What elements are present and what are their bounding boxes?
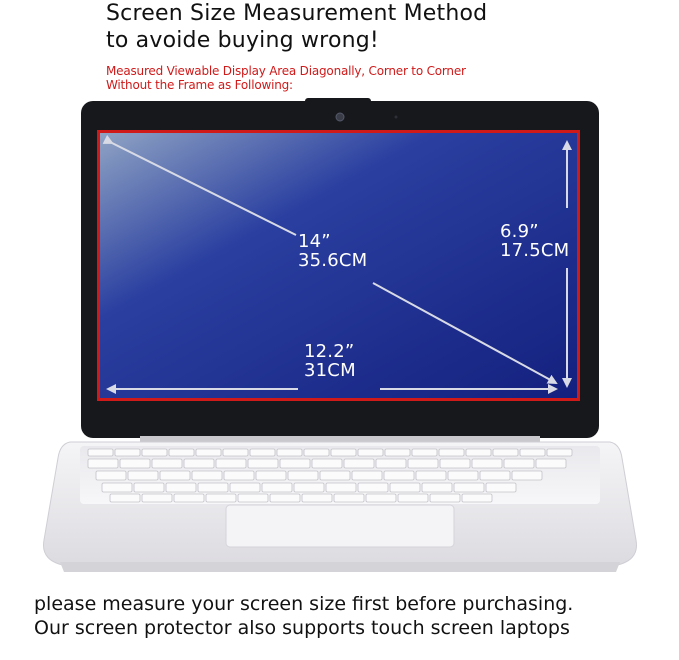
keyboard-key bbox=[288, 471, 318, 480]
diagonal-cm-label: 35.6CM bbox=[298, 250, 368, 271]
keyboard-key bbox=[262, 483, 292, 492]
width-label bbox=[304, 342, 356, 380]
keyboard-key bbox=[206, 494, 236, 502]
keyboard-key bbox=[430, 494, 460, 502]
heading-line-2: to avoide buying wrong! bbox=[106, 28, 379, 53]
keyboard-key bbox=[248, 459, 278, 468]
keyboard-key bbox=[160, 471, 190, 480]
keyboard-key bbox=[142, 449, 167, 456]
keyboard-key bbox=[277, 449, 302, 456]
diagonal-label bbox=[298, 232, 367, 270]
keyboard-key bbox=[198, 483, 228, 492]
keyboard-key bbox=[294, 483, 324, 492]
height-inch-label: 6.9” bbox=[500, 221, 539, 242]
footer-line-1: please measure your screen size first before purchasing. bbox=[34, 593, 574, 615]
footer-line-2: Our screen protector also supports touch screen laptops bbox=[34, 617, 570, 639]
diagonal-inch-label: 14” bbox=[298, 231, 331, 252]
keyboard-key bbox=[331, 449, 356, 456]
touchpad bbox=[226, 505, 454, 547]
keyboard-key bbox=[238, 494, 268, 502]
width-inch-label: 12.2” bbox=[304, 341, 355, 362]
keyboard-key bbox=[358, 483, 388, 492]
keyboard-key bbox=[334, 494, 364, 502]
keyboard-key bbox=[96, 471, 126, 480]
keyboard-key bbox=[230, 483, 260, 492]
keyboard-key bbox=[224, 471, 254, 480]
subheading-line-2: Without the Frame as Following: bbox=[106, 78, 293, 92]
keyboard-key bbox=[134, 483, 164, 492]
keyboard-key bbox=[486, 483, 516, 492]
keyboard-key bbox=[448, 471, 478, 480]
footer-note bbox=[34, 592, 573, 640]
keyboard-key bbox=[152, 459, 182, 468]
keyboard-key bbox=[270, 494, 300, 502]
keyboard-key bbox=[184, 459, 214, 468]
keyboard-key bbox=[358, 449, 383, 456]
keyboard-key bbox=[352, 471, 382, 480]
keyboard-key bbox=[216, 459, 246, 468]
keyboard-key bbox=[422, 483, 452, 492]
keyboard-key bbox=[547, 449, 572, 456]
keyboard-key bbox=[412, 449, 437, 456]
hinge bbox=[140, 436, 540, 442]
keyboard-key bbox=[120, 459, 150, 468]
keyboard-key bbox=[398, 494, 428, 502]
keyboard-key bbox=[302, 494, 332, 502]
keyboard-key bbox=[385, 449, 410, 456]
height-cm-label: 17.5CM bbox=[500, 240, 570, 261]
keyboard-key bbox=[169, 449, 194, 456]
keyboard-key bbox=[520, 449, 545, 456]
camera-housing bbox=[305, 98, 371, 106]
keyboard-key bbox=[512, 471, 542, 480]
width-cm-label: 31CM bbox=[304, 360, 356, 381]
keyboard-key bbox=[408, 459, 438, 468]
keyboard-key bbox=[384, 471, 414, 480]
keyboard-key bbox=[439, 449, 464, 456]
keyboard-key bbox=[256, 471, 286, 480]
keyboard-key bbox=[536, 459, 566, 468]
keyboard-key bbox=[390, 483, 420, 492]
keyboard-key bbox=[416, 471, 446, 480]
base-front-edge bbox=[60, 562, 620, 572]
subheading-line-1: Measured Viewable Display Area Diagonally, Corner to Corner bbox=[106, 64, 466, 78]
keyboard-key bbox=[466, 449, 491, 456]
keyboard-key bbox=[115, 449, 140, 456]
keyboard-key bbox=[250, 449, 275, 456]
keyboard-key bbox=[326, 483, 356, 492]
keyboard-key bbox=[304, 449, 329, 456]
keyboard-key bbox=[312, 459, 342, 468]
keyboard-key bbox=[344, 459, 374, 468]
keyboard-key bbox=[102, 483, 132, 492]
keyboard-key bbox=[280, 459, 310, 468]
keyboard-key bbox=[88, 449, 113, 456]
keyboard-key bbox=[88, 459, 118, 468]
keyboard-key bbox=[504, 459, 534, 468]
webcam-icon bbox=[336, 113, 344, 121]
keyboard-key bbox=[142, 494, 172, 502]
keyboard-key bbox=[462, 494, 492, 502]
keyboard-key bbox=[223, 449, 248, 456]
keyboard-key bbox=[472, 459, 502, 468]
keyboard-key bbox=[174, 494, 204, 502]
keyboard-key bbox=[110, 494, 140, 502]
keyboard-key bbox=[480, 471, 510, 480]
keyboard-key bbox=[440, 459, 470, 468]
keyboard-key bbox=[196, 449, 221, 456]
keyboard-key bbox=[166, 483, 196, 492]
keyboard-key bbox=[366, 494, 396, 502]
height-label bbox=[500, 222, 569, 260]
keyboard-key bbox=[493, 449, 518, 456]
camera-indicator-icon bbox=[395, 116, 398, 119]
keyboard-key bbox=[376, 459, 406, 468]
keyboard-key bbox=[192, 471, 222, 480]
keyboard-key bbox=[128, 471, 158, 480]
keyboard-key bbox=[320, 471, 350, 480]
keyboard-key bbox=[454, 483, 484, 492]
heading-line-1: Screen Size Measurement Method bbox=[106, 1, 488, 26]
